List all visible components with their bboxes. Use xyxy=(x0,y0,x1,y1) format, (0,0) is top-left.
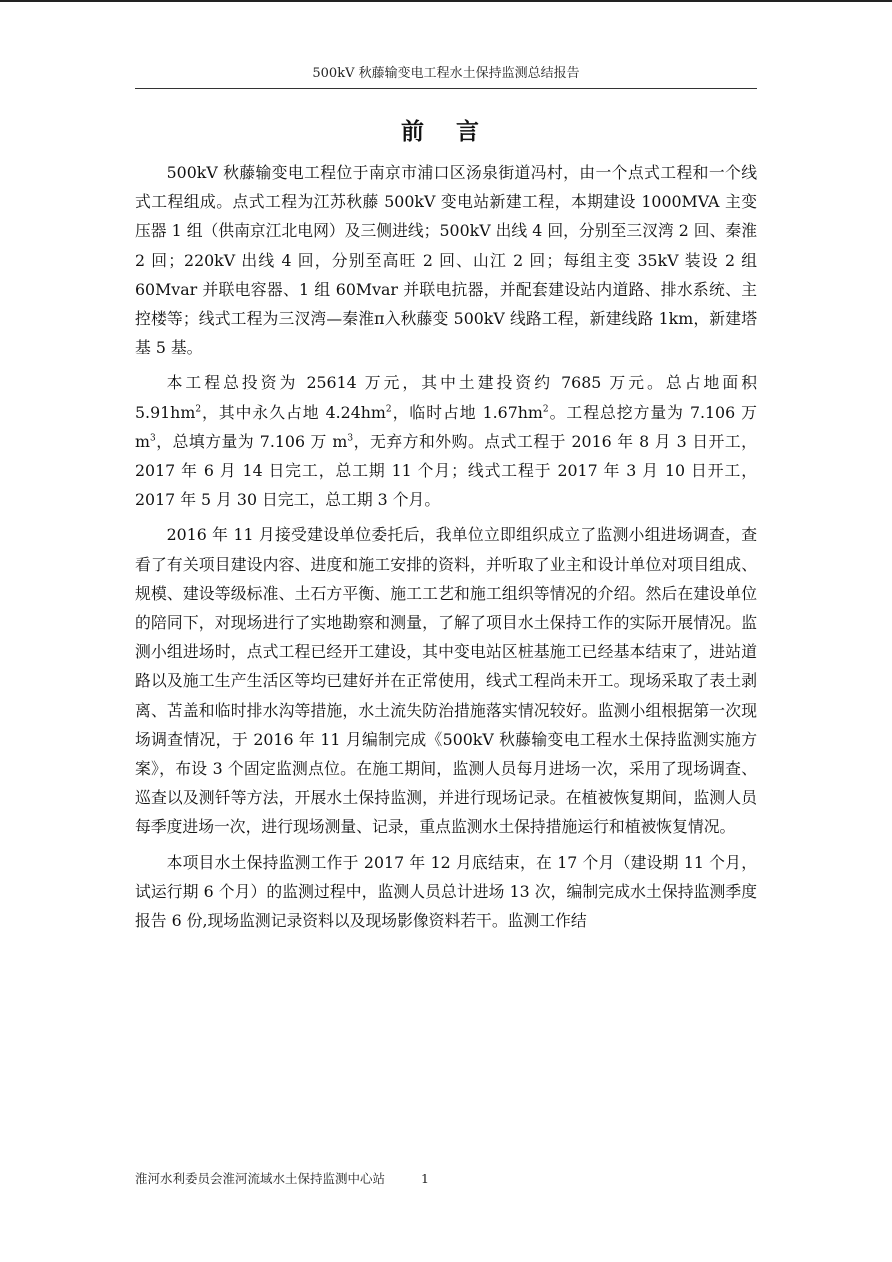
text-run: ，总填方量为 7.106 万 m xyxy=(155,431,348,451)
page-title: 前 言 xyxy=(400,118,491,145)
superscript: 3 xyxy=(149,433,156,444)
running-header: 500kV 秋藤输变电工程水土保持监测总结报告 xyxy=(135,64,757,89)
superscript: 2 xyxy=(385,404,392,415)
superscript: 2 xyxy=(195,404,202,415)
text-run: 。工程总挖方量为 7.106 万 m xyxy=(135,402,757,451)
superscript: 2 xyxy=(542,404,549,415)
top-border-line xyxy=(0,0,892,2)
paragraph-investment-land xyxy=(135,368,757,514)
text-run: ，其中永久占地 4.24hm xyxy=(201,402,386,422)
page-number: 1 xyxy=(421,1171,429,1186)
paragraph-monitoring-summary: 本项目水土保持监测工作于 2017 年 12 月底结束，在 17 个月（建设期 11 个月，试运行期 6 个月）的监测过程中，监测人员总计进场 13 次，编制完成水土保持监测季度报告 6 份,现场监测记录资料以及现场影像资料若干。监测工作结 xyxy=(135,852,757,931)
text-run: ，临时占地 1.67hm xyxy=(391,402,543,422)
text-run: ，无弃方和外购。点式工程于 2016 年 8 月 3 日开工，2017 年 6 月 14 日完工，总工期 11 个月；线式工程于 2017 年 3 月 10 日开工，2017 年 5 月 30 日完工，总工期 3 个月。 xyxy=(135,431,757,510)
paragraph-monitoring-process: 2016 年 11 月接受建设单位委托后，我单位立即组织成立了监测小组进场调查，查看了有关项目建设内容、进度和施工安排的资料，并听取了业主和设计单位对项目组成、规模、建设等级标准、土石方平衡、施工工艺和施工组织等情况的介绍。然后在建设单位的陪同下，对现场进行了实地勘察和测量，了解了项目水土保持工作的实际开展情况。监测小组进场时，点式工程已经开工建设，其中变电站区桩基施工已经基本结束了，进站道路以及施工生产生活区等均已建好并在正常使用，线式工程尚未开工。现场采取了表土剥离、苫盖和临时排水沟等措施，水土流失防治措施落实情况较好。监测小组根据第一次现场调查情况，于 2016 年 11 月编制完成《500kV 秋藤输变电工程水土保持监测实施方案》，布设 3 个固定监测点位。在施工期间，监测人员每月进场一次，采用了现场调查、巡查以及测钎等方法，开展水土保持监测，并进行现场记录。在植被恢复期间，监测人员每季度进场一次，进行现场测量、记录，重点监测水土保持措施运行和植被恢复情况。 xyxy=(135,525,757,837)
document-body xyxy=(135,158,757,935)
superscript: 3 xyxy=(347,433,354,444)
page-footer xyxy=(135,1170,757,1188)
footer-organization: 淮河水利委员会淮河流域水土保持监测中心站 xyxy=(135,1171,386,1186)
paragraph-project-overview: 500kV 秋藤输变电工程位于南京市浦口区汤泉街道冯村，由一个点式工程和一个线式工程组成。点式工程为江苏秋藤 500kV 变电站新建工程，本期建设 1000MVA 主变压器 1 组（供南京江北电网）及三侧进线；500kV 出线 4 回，分别至三汊湾 2 回、秦淮 2 回；220kV 出线 4 回，分别至高旺 2 回、山江 2 回；每组主变 35kV 装设 2 组 60Mvar 并联电容器、1 组 60Mvar 并联电抗器，并配套建设站内道路、排水系统、主控楼等；线式工程为三汊湾—秦淮π入秋藤变 500kV 线路工程，新建线路 1km，新建塔基 5 基。 xyxy=(135,163,757,358)
text-run: 本工程总投资为 25614 万元，其中土建投资约 7685 万元。总占地面积 5.91hm xyxy=(135,373,757,422)
